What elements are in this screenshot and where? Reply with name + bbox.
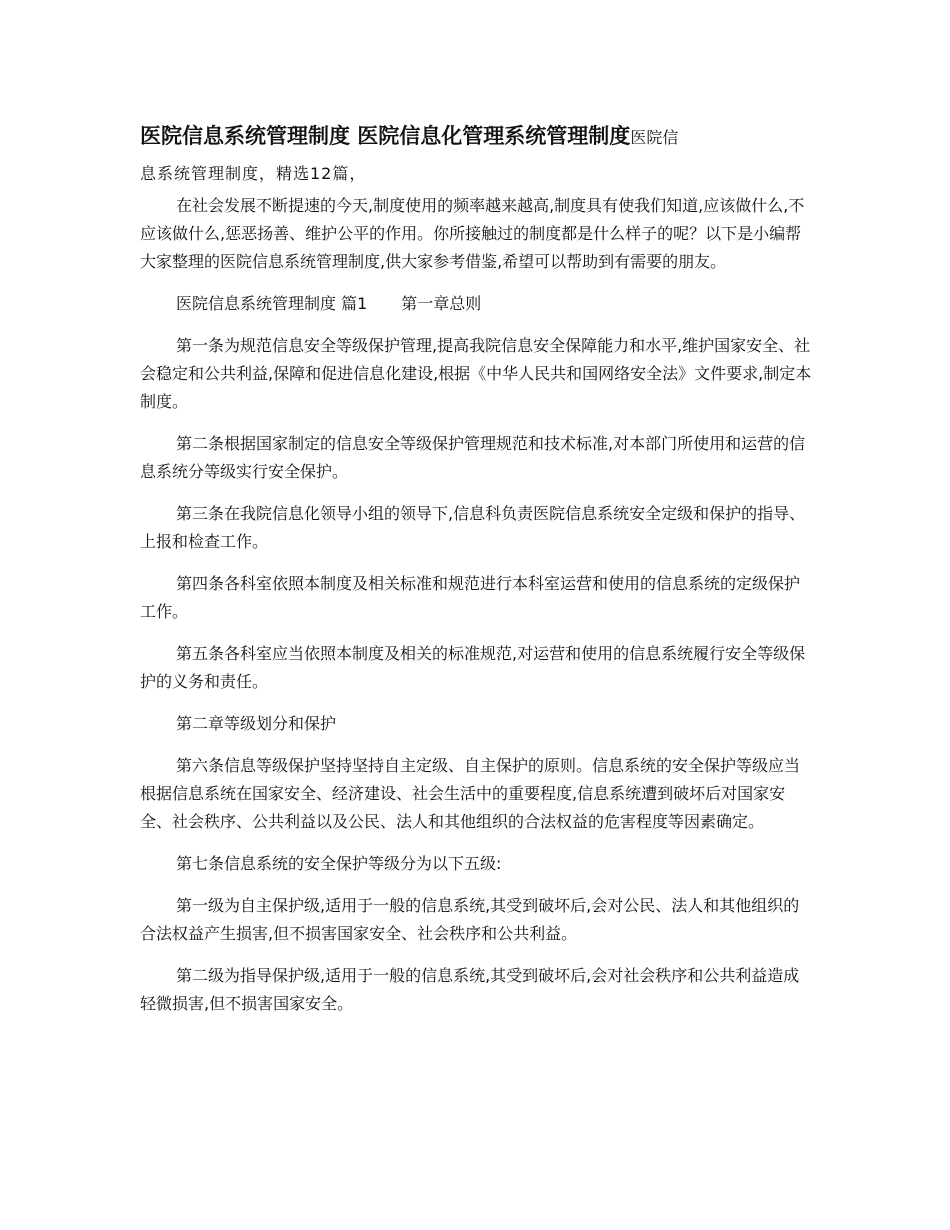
article-7: 第七条信息系统的安全保护等级分为以下五级:: [176, 854, 502, 873]
article-6: 第六条信息等级保护坚持坚持自主定级、自主保护的原则。信息系统的安全保护等级应当根据信息系统在国家安全、经济建设、社会生活中的重要程度,信息系统遭到破坏后对国家安全、社会秩序、公共利益以及公民、法人和其他组织的合法权益的危害程度等因素确定。: [140, 756, 801, 831]
document-title: [140, 118, 812, 156]
document-subtitle: 息系统管理制度，精选12篇，: [140, 164, 367, 183]
section-heading-line: [140, 290, 812, 318]
article-1: 第一条为规范信息安全等级保护管理,提高我院信息安全保障能力和水平,维护国家安全、社会稳定和公共利益,保障和促进信息化建设,根据《中华人民共和国网络安全法》文件要求,制定本制度。: [140, 336, 812, 411]
article-4: 第四条各科室依照本制度及相关标准和规范进行本科室运营和使用的信息系统的定级保护工作。: [140, 574, 801, 621]
section-heading: 医院信息系统管理制度 篇1: [176, 294, 368, 313]
document-page: [140, 118, 812, 1032]
chapter-2-heading: 第二章等级划分和保护: [176, 714, 337, 733]
article-3: 第三条在我院信息化领导小组的领导下,信息科负责医院信息系统安全定级和保护的指导、上报和检查工作。: [140, 504, 806, 551]
article-2: 第二条根据国家制定的信息安全等级保护管理规范和技术标准,对本部门所使用和运营的信息系统分等级实行安全保护。: [140, 434, 806, 481]
level-2-paragraph: 第二级为指导保护级,适用于一般的信息系统,其受到破坏后,会对社会秩序和公共利益造成轻微损害,但不损害国家安全。: [140, 966, 800, 1013]
title-continuation: 医院信: [630, 128, 679, 147]
intro-paragraph: 在社会发展不断提速的今天,制度使用的频率越来越高,制度具有使我们知道,应该做什么,不应该做什么,惩恶扬善、维护公平的作用。你所接触过的制度都是什么样子的呢？以下是小编帮大家整理的医院信息系统管理制度,供大家参考借鉴,希望可以帮助到有需要的朋友。: [140, 196, 805, 271]
level-1-paragraph: 第一级为自主保护级,适用于一般的信息系统,其受到破坏后,会对公民、法人和其他组织的合法权益产生损害,但不损害国家安全、社会秩序和公共利益。: [140, 896, 800, 943]
article-5: 第五条各科室应当依照本制度及相关的标准规范,对运营和使用的信息系统履行安全等级保护的义务和责任。: [140, 644, 806, 691]
chapter-1-heading: 第一章总则: [401, 294, 482, 313]
title-main: 医院信息系统管理制度 医院信息化管理系统管理制度: [140, 124, 631, 148]
